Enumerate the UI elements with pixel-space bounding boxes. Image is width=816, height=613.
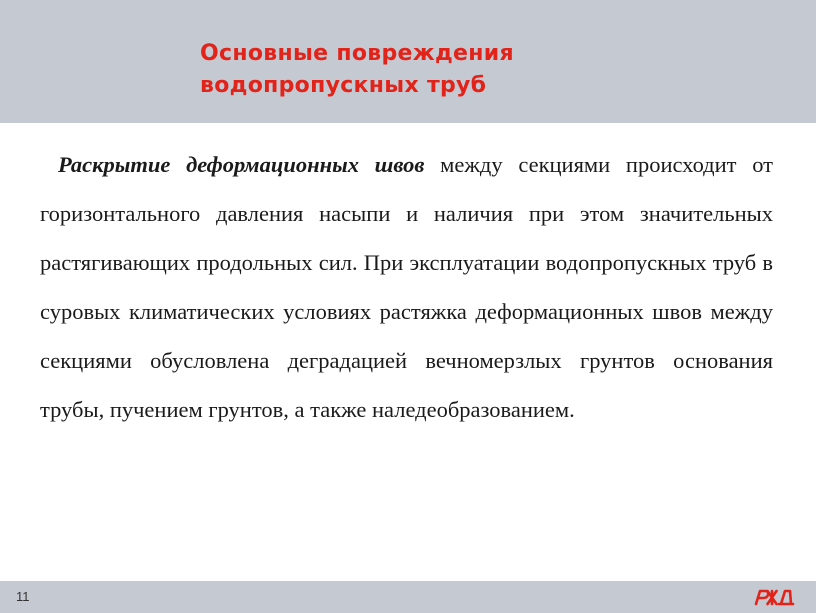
footer-band: [0, 581, 816, 613]
slide-title: [200, 38, 760, 102]
rzd-logo-icon: [752, 588, 796, 606]
slide-title-line-1: Основные повреждения: [200, 41, 514, 66]
body-text: между секциями происходит от горизонтального давления насыпи и наличия при этом значительных растягивающих продольных сил. При эксплуатации водопропускных труб в суровых климатических условиях растяжка деформационных швов между секциями обусловлена деградацией вечномерзлых грунтов основания трубы, пучением грунтов, а также наледеобразованием.: [40, 152, 773, 422]
slide-title-line-2: водопропускных труб: [200, 73, 487, 98]
page-number: 11: [16, 589, 30, 604]
body-paragraph: [40, 140, 773, 434]
body-emphasis: Раскрытие деформационных швов: [58, 152, 425, 177]
